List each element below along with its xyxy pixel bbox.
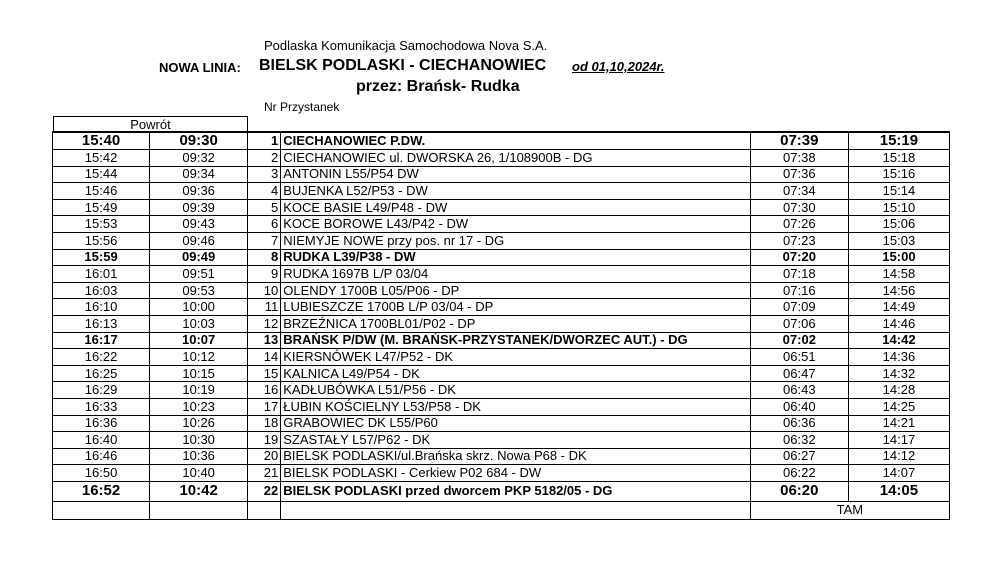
there-time-1: 06:22 — [750, 465, 848, 482]
there-time-1: 07:34 — [750, 183, 848, 200]
there-time-1: 07:39 — [750, 132, 848, 150]
return-time-1: 15:42 — [53, 150, 150, 167]
empty-cell — [281, 501, 751, 519]
stop-number: 21 — [248, 465, 281, 482]
stop-number: 14 — [248, 349, 281, 366]
there-time-2: 14:05 — [848, 481, 949, 501]
return-time-1: 15:56 — [53, 232, 150, 249]
return-time-1: 16:03 — [53, 282, 150, 299]
table-row — [53, 315, 950, 332]
there-time-2: 14:58 — [848, 266, 949, 283]
footer-row — [53, 501, 950, 519]
table-row — [53, 266, 950, 283]
empty-cell — [248, 501, 281, 519]
return-time-1: 16:10 — [53, 299, 150, 316]
return-time-2: 09:49 — [150, 249, 248, 266]
stop-name: SZASTAŁY L57/P62 - DK — [281, 432, 751, 449]
stop-name: KOCE BASIE L49/P48 - DW — [281, 199, 751, 216]
return-time-2: 10:07 — [150, 332, 248, 349]
return-time-1: 16:33 — [53, 398, 150, 415]
table-row — [53, 382, 950, 399]
there-time-2: 15:10 — [848, 199, 949, 216]
stop-name: BIELSK PODLASKI - Cerkiew P02 684 - DW — [281, 465, 751, 482]
return-time-1: 16:52 — [53, 481, 150, 501]
there-time-1: 07:16 — [750, 282, 848, 299]
return-time-1: 16:40 — [53, 432, 150, 449]
there-time-1: 06:47 — [750, 365, 848, 382]
column-header: Nr Przystanek — [264, 100, 340, 114]
timetable — [52, 131, 950, 520]
stop-name: BRAŃSK P/DW (M. BRAŃSK-PRZYSTANEK/DWORZEC AUT.) - DG — [281, 332, 751, 349]
stop-number: 3 — [248, 166, 281, 183]
there-time-2: 14:36 — [848, 349, 949, 366]
return-time-2: 09:46 — [150, 232, 248, 249]
timetable-body — [53, 132, 950, 519]
return-time-1: 16:22 — [53, 349, 150, 366]
return-time-1: 16:36 — [53, 415, 150, 432]
there-time-1: 07:36 — [750, 166, 848, 183]
table-row — [53, 183, 950, 200]
stop-name: BIELSK PODLASKI przed dworcem PKP 5182/05 - DG — [281, 481, 751, 501]
there-time-2: 15:06 — [848, 216, 949, 233]
stop-number: 4 — [248, 183, 281, 200]
there-time-2: 15:00 — [848, 249, 949, 266]
table-row — [53, 282, 950, 299]
stop-number: 10 — [248, 282, 281, 299]
return-time-2: 10:40 — [150, 465, 248, 482]
there-time-2: 14:28 — [848, 382, 949, 399]
table-row — [53, 150, 950, 167]
return-time-1: 16:17 — [53, 332, 150, 349]
there-time-1: 07:09 — [750, 299, 848, 316]
stop-number: 8 — [248, 249, 281, 266]
there-time-1: 07:18 — [750, 266, 848, 283]
return-time-2: 09:51 — [150, 266, 248, 283]
there-time-2: 14:49 — [848, 299, 949, 316]
return-time-2: 10:12 — [150, 349, 248, 366]
return-time-1: 15:44 — [53, 166, 150, 183]
there-time-1: 07:23 — [750, 232, 848, 249]
return-time-2: 10:00 — [150, 299, 248, 316]
there-time-1: 06:43 — [750, 382, 848, 399]
there-time-1: 06:36 — [750, 415, 848, 432]
table-row — [53, 481, 950, 501]
return-time-1: 16:25 — [53, 365, 150, 382]
return-time-2: 09:39 — [150, 199, 248, 216]
stop-name: OLENDY 1700B L05/P06 - DP — [281, 282, 751, 299]
return-time-1: 16:50 — [53, 465, 150, 482]
table-row — [53, 448, 950, 465]
stop-name: BIELSK PODLASKI/ul.Brańska skrz. Nowa P68 - DK — [281, 448, 751, 465]
stop-number: 12 — [248, 315, 281, 332]
stop-name: BUJENKA L52/P53 - DW — [281, 183, 751, 200]
stop-name: KADŁUBÓWKA L51/P56 - DK — [281, 382, 751, 399]
table-row — [53, 415, 950, 432]
stop-number: 1 — [248, 132, 281, 150]
stop-number: 17 — [248, 398, 281, 415]
there-time-1: 07:26 — [750, 216, 848, 233]
there-time-1: 06:20 — [750, 481, 848, 501]
stop-name: RUDKA L39/P38 - DW — [281, 249, 751, 266]
stop-number: 22 — [248, 481, 281, 501]
there-time-2: 14:12 — [848, 448, 949, 465]
stop-number: 20 — [248, 448, 281, 465]
stop-number: 16 — [248, 382, 281, 399]
stop-name: GRABOWIEC DK L55/P60 — [281, 415, 751, 432]
stop-name: RUDKA 1697B L/P 03/04 — [281, 266, 751, 283]
table-row — [53, 132, 950, 150]
return-time-2: 10:23 — [150, 398, 248, 415]
stop-number: 13 — [248, 332, 281, 349]
return-time-2: 10:42 — [150, 481, 248, 501]
there-time-2: 15:18 — [848, 150, 949, 167]
stop-name: ŁUBIN KOŚCIELNY L53/P58 - DK — [281, 398, 751, 415]
stop-number: 7 — [248, 232, 281, 249]
return-time-1: 16:01 — [53, 266, 150, 283]
there-time-2: 15:14 — [848, 183, 949, 200]
there-time-1: 06:27 — [750, 448, 848, 465]
stop-number: 9 — [248, 266, 281, 283]
stop-number: 15 — [248, 365, 281, 382]
new-line-label: NOWA LINIA: — [159, 60, 241, 75]
return-time-2: 09:30 — [150, 132, 248, 150]
there-time-2: 14:56 — [848, 282, 949, 299]
effective-date: od 01,10,2024r. — [572, 59, 665, 74]
stop-name: BRZEŹNICA 1700BL01/P02 - DP — [281, 315, 751, 332]
return-time-2: 10:30 — [150, 432, 248, 449]
stop-name: KALNICA L49/P54 - DK — [281, 365, 751, 382]
table-row — [53, 332, 950, 349]
table-row — [53, 199, 950, 216]
return-time-2: 09:43 — [150, 216, 248, 233]
there-time-1: 07:30 — [750, 199, 848, 216]
there-time-1: 07:02 — [750, 332, 848, 349]
company-name: Podlaska Komunikacja Samochodowa Nova S.A. — [264, 38, 548, 53]
stop-number: 2 — [248, 150, 281, 167]
return-time-2: 09:34 — [150, 166, 248, 183]
return-time-2: 10:19 — [150, 382, 248, 399]
stop-number: 18 — [248, 415, 281, 432]
stop-name: CIECHANOWIEC P.DW. — [281, 132, 751, 150]
there-time-2: 14:17 — [848, 432, 949, 449]
table-row — [53, 465, 950, 482]
stop-name: KOCE BOROWE L43/P42 - DW — [281, 216, 751, 233]
there-time-1: 06:32 — [750, 432, 848, 449]
return-time-2: 09:36 — [150, 183, 248, 200]
table-row — [53, 299, 950, 316]
return-label: Powrót — [53, 116, 248, 132]
there-time-2: 14:21 — [848, 415, 949, 432]
return-time-2: 09:32 — [150, 150, 248, 167]
table-row — [53, 349, 950, 366]
there-time-2: 14:32 — [848, 365, 949, 382]
stop-number: 19 — [248, 432, 281, 449]
return-time-2: 10:26 — [150, 415, 248, 432]
return-time-1: 15:59 — [53, 249, 150, 266]
table-row — [53, 432, 950, 449]
there-time-2: 15:16 — [848, 166, 949, 183]
there-time-2: 14:42 — [848, 332, 949, 349]
route-title: BIELSK PODLASKI - CIECHANOWIEC — [259, 57, 547, 74]
table-row — [53, 249, 950, 266]
return-time-1: 15:46 — [53, 183, 150, 200]
stop-number: 6 — [248, 216, 281, 233]
there-time-1: 06:40 — [750, 398, 848, 415]
there-time-2: 15:03 — [848, 232, 949, 249]
stop-name: ANTONIN L55/P54 DW — [281, 166, 751, 183]
return-time-1: 15:40 — [53, 132, 150, 150]
there-time-2: 14:25 — [848, 398, 949, 415]
return-time-1: 16:13 — [53, 315, 150, 332]
table-row — [53, 398, 950, 415]
stop-name: LUBIESZCZE 1700B L/P 03/04 - DP — [281, 299, 751, 316]
return-time-2: 10:15 — [150, 365, 248, 382]
table-row — [53, 166, 950, 183]
return-time-2: 10:03 — [150, 315, 248, 332]
there-time-1: 07:38 — [750, 150, 848, 167]
return-time-1: 16:46 — [53, 448, 150, 465]
return-time-1: 15:53 — [53, 216, 150, 233]
table-row — [53, 216, 950, 233]
there-time-2: 14:46 — [848, 315, 949, 332]
there-time-2: 14:07 — [848, 465, 949, 482]
empty-cell — [150, 501, 248, 519]
table-row — [53, 365, 950, 382]
return-time-2: 10:36 — [150, 448, 248, 465]
there-time-2: 15:19 — [848, 132, 949, 150]
direction-label-tam: TAM — [750, 501, 949, 519]
there-time-1: 06:51 — [750, 349, 848, 366]
empty-cell — [53, 501, 150, 519]
table-row — [53, 232, 950, 249]
stop-number: 5 — [248, 199, 281, 216]
there-time-1: 07:06 — [750, 315, 848, 332]
stop-name: CIECHANOWIEC ul. DWORSKA 26, 1/108900B - DG — [281, 150, 751, 167]
stop-name: NIEMYJE NOWE przy pos. nr 17 - DG — [281, 232, 751, 249]
return-time-1: 16:29 — [53, 382, 150, 399]
return-time-2: 09:53 — [150, 282, 248, 299]
there-time-1: 07:20 — [750, 249, 848, 266]
via-line: przez: Brańsk- Rudka — [356, 78, 520, 95]
return-time-1: 15:49 — [53, 199, 150, 216]
stop-name: KIERSNÓWEK L47/P52 - DK — [281, 349, 751, 366]
stop-number: 11 — [248, 299, 281, 316]
